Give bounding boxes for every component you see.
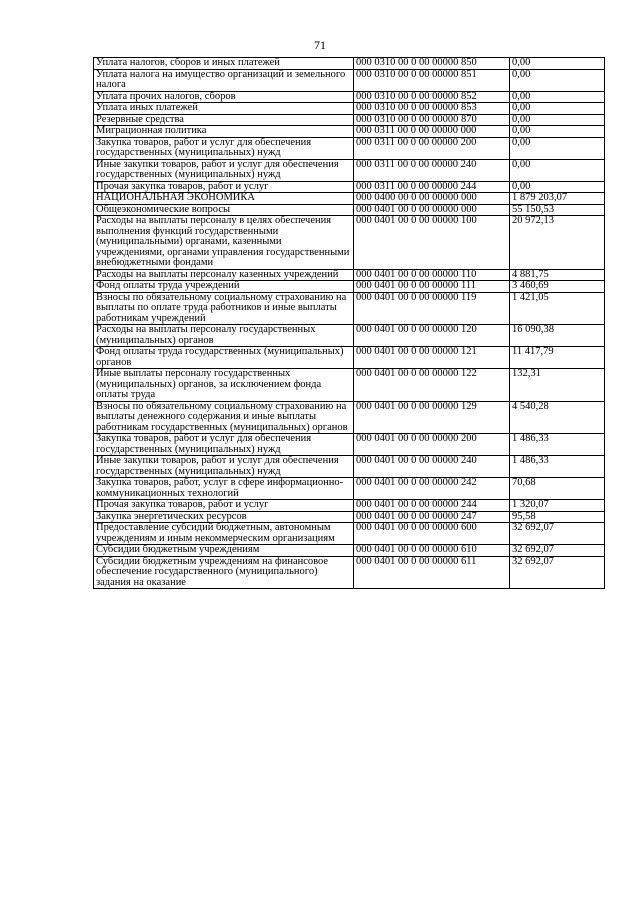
row-code: 000 0310 00 0 00 00000 850 — [354, 58, 510, 70]
row-code: 000 0310 00 0 00 00000 853 — [354, 103, 510, 115]
table-row — [94, 434, 605, 456]
row-amount: 32 692,07 — [510, 545, 605, 557]
row-name: Закупка товаров, работ, услуг в сфере информационно-коммуникационных технологий — [94, 478, 354, 500]
row-amount: 70,68 — [510, 478, 605, 500]
row-name: Закупка энергетических ресурсов — [94, 511, 354, 523]
row-name: Прочая закупка товаров, работ и услуг — [94, 500, 354, 512]
row-code: 000 0400 00 0 00 00000 000 — [354, 193, 510, 205]
table-row — [94, 69, 605, 91]
row-name: Субсидии бюджетным учреждениям на финансовое обеспечение государственного (муниципального) задания на оказание — [94, 556, 354, 589]
table-row — [94, 159, 605, 181]
row-amount: 3 460,69 — [510, 281, 605, 293]
table-row — [94, 523, 605, 545]
row-code: 000 0401 00 0 00 00000 119 — [354, 292, 510, 325]
row-name: Расходы на выплаты персоналу в целях обеспечения выполнения функций государственными (муниципальными) органами, казенными учреждениями, органами управления государственными внебюджетными фондами — [94, 216, 354, 270]
table-row — [94, 511, 605, 523]
row-code: 000 0401 00 0 00 00000 100 — [354, 216, 510, 270]
table-row — [94, 204, 605, 216]
row-name: Предоставление субсидий бюджетным, автономным учреждениям и иным некоммерческим организациям — [94, 523, 354, 545]
table-row — [94, 369, 605, 402]
row-amount: 1 320,07 — [510, 500, 605, 512]
row-amount: 95,58 — [510, 511, 605, 523]
table-row — [94, 137, 605, 159]
row-name: Фонд оплаты труда государственных (муниципальных) органов — [94, 347, 354, 369]
row-code: 000 0401 00 0 00 00000 244 — [354, 500, 510, 512]
row-amount: 0,00 — [510, 114, 605, 126]
row-amount: 4 540,28 — [510, 401, 605, 434]
row-amount: 0,00 — [510, 58, 605, 70]
table-row — [94, 114, 605, 126]
row-name: Иные закупки товаров, работ и услуг для обеспечения государственных (муниципальных) нужд — [94, 159, 354, 181]
table-row — [94, 325, 605, 347]
row-name: Миграционная политика — [94, 126, 354, 138]
table-row — [94, 347, 605, 369]
row-name: Закупка товаров, работ и услуг для обеспечения государственных (муниципальных) нужд — [94, 137, 354, 159]
page-number: 71 — [314, 38, 326, 52]
table-row — [94, 292, 605, 325]
row-code: 000 0311 00 0 00 00000 000 — [354, 126, 510, 138]
table-row — [94, 281, 605, 293]
row-name: Уплата налогов, сборов и иных платежей — [94, 58, 354, 70]
table-row — [94, 103, 605, 115]
row-code: 000 0310 00 0 00 00000 851 — [354, 69, 510, 91]
table-row — [94, 401, 605, 434]
row-amount: 1 421,05 — [510, 292, 605, 325]
row-code: 000 0401 00 0 00 00000 000 — [354, 204, 510, 216]
table-row — [94, 126, 605, 138]
row-name: Уплата налога на имущество организаций и земельного налога — [94, 69, 354, 91]
row-amount: 4 881,75 — [510, 269, 605, 281]
row-code: 000 0401 00 0 00 00000 242 — [354, 478, 510, 500]
row-amount: 132,31 — [510, 369, 605, 402]
row-amount: 0,00 — [510, 103, 605, 115]
table-row — [94, 58, 605, 70]
row-amount: 32 692,07 — [510, 523, 605, 545]
row-amount: 16 090,38 — [510, 325, 605, 347]
row-amount: 0,00 — [510, 181, 605, 193]
row-code: 000 0401 00 0 00 00000 200 — [354, 434, 510, 456]
row-amount: 1 486,33 — [510, 456, 605, 478]
row-name: Уплата иных платежей — [94, 103, 354, 115]
table-row — [94, 193, 605, 205]
row-code: 000 0401 00 0 00 00000 611 — [354, 556, 510, 589]
row-amount: 1 486,33 — [510, 434, 605, 456]
row-code: 000 0401 00 0 00 00000 110 — [354, 269, 510, 281]
table-row — [94, 181, 605, 193]
row-name: Закупка товаров, работ и услуг для обеспечения государственных (муниципальных) нужд — [94, 434, 354, 456]
row-code: 000 0401 00 0 00 00000 610 — [354, 545, 510, 557]
row-code: 000 0310 00 0 00 00000 852 — [354, 91, 510, 103]
row-code: 000 0401 00 0 00 00000 247 — [354, 511, 510, 523]
row-amount: 0,00 — [510, 69, 605, 91]
budget-table-body — [94, 58, 605, 589]
budget-table — [93, 57, 605, 589]
row-code: 000 0401 00 0 00 00000 600 — [354, 523, 510, 545]
row-amount: 11 417,79 — [510, 347, 605, 369]
row-name: Расходы на выплаты персоналу государственных (муниципальных) органов — [94, 325, 354, 347]
row-code: 000 0401 00 0 00 00000 122 — [354, 369, 510, 402]
row-name: Взносы по обязательному социальному страхованию на выплаты денежного содержания и иные выплаты работникам государственных (муниципальных) органов — [94, 401, 354, 434]
row-amount: 0,00 — [510, 91, 605, 103]
row-name: Иные закупки товаров, работ и услуг для обеспечения государственных (муниципальных) нужд — [94, 456, 354, 478]
row-code: 000 0311 00 0 00 00000 240 — [354, 159, 510, 181]
row-code: 000 0311 00 0 00 00000 244 — [354, 181, 510, 193]
row-name: Прочая закупка товаров, работ и услуг — [94, 181, 354, 193]
row-amount: 32 692,07 — [510, 556, 605, 589]
row-name: НАЦИОНАЛЬНАЯ ЭКОНОМИКА — [94, 193, 354, 205]
table-row — [94, 556, 605, 589]
row-code: 000 0401 00 0 00 00000 129 — [354, 401, 510, 434]
row-amount: 55 150,53 — [510, 204, 605, 216]
row-code: 000 0401 00 0 00 00000 120 — [354, 325, 510, 347]
row-name: Расходы на выплаты персоналу казенных учреждений — [94, 269, 354, 281]
table-row — [94, 456, 605, 478]
row-code: 000 0401 00 0 00 00000 240 — [354, 456, 510, 478]
row-name: Общеэкономические вопросы — [94, 204, 354, 216]
row-code: 000 0310 00 0 00 00000 870 — [354, 114, 510, 126]
row-amount: 20 972,13 — [510, 216, 605, 270]
row-name: Резервные средства — [94, 114, 354, 126]
row-amount: 0,00 — [510, 159, 605, 181]
table-row — [94, 545, 605, 557]
row-code: 000 0401 00 0 00 00000 121 — [354, 347, 510, 369]
table-row — [94, 500, 605, 512]
row-amount: 1 879 203,07 — [510, 193, 605, 205]
row-name: Фонд оплаты труда учреждений — [94, 281, 354, 293]
table-row — [94, 269, 605, 281]
row-name: Субсидии бюджетным учреждениям — [94, 545, 354, 557]
table-row — [94, 478, 605, 500]
row-name: Взносы по обязательному социальному страхованию на выплаты по оплате труда работников и иные выплаты работникам учреждений — [94, 292, 354, 325]
row-amount: 0,00 — [510, 137, 605, 159]
table-row — [94, 216, 605, 270]
row-amount: 0,00 — [510, 126, 605, 138]
row-code: 000 0401 00 0 00 00000 111 — [354, 281, 510, 293]
table-row — [94, 91, 605, 103]
row-name: Иные выплаты персоналу государственных (муниципальных) органов, за исключением фонда оплаты труда — [94, 369, 354, 402]
row-code: 000 0311 00 0 00 00000 200 — [354, 137, 510, 159]
row-name: Уплата прочих налогов, сборов — [94, 91, 354, 103]
